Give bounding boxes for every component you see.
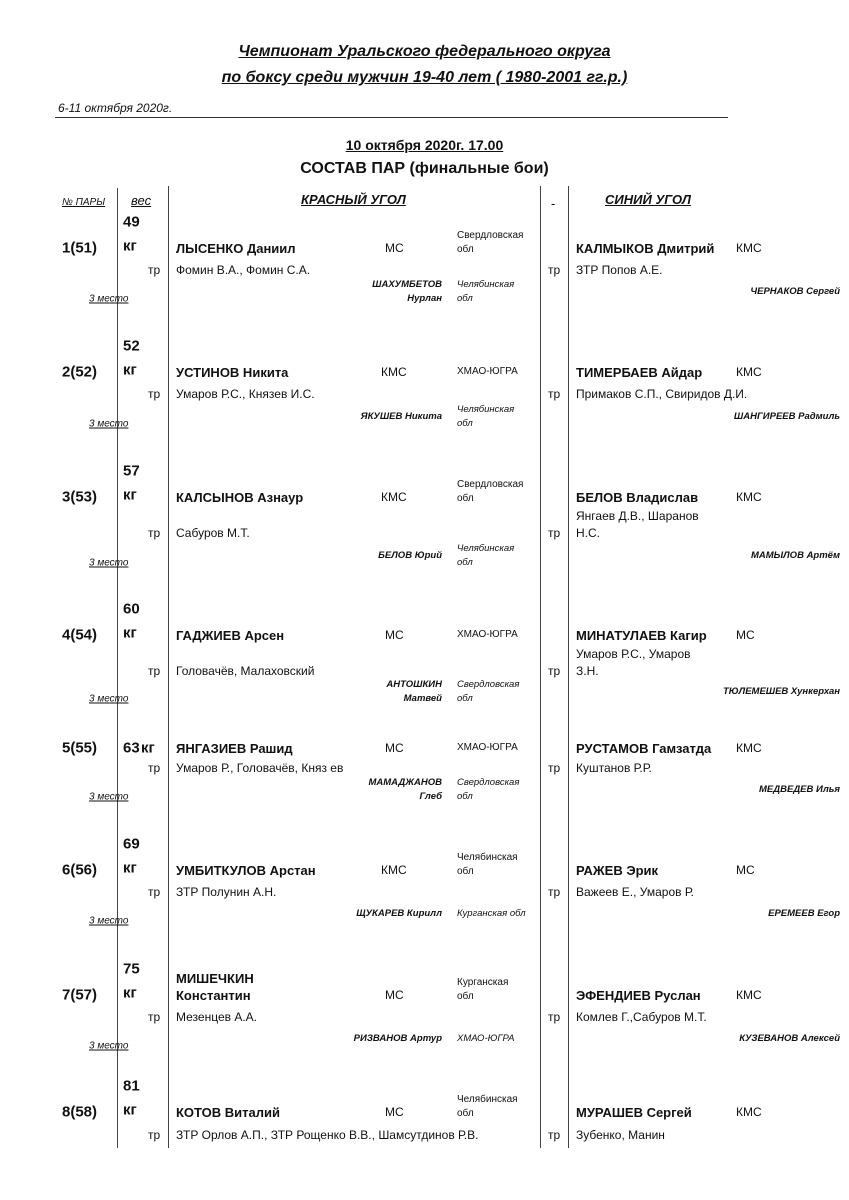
column-divider: [168, 186, 169, 1148]
red-boxer-rank: КМС: [381, 863, 407, 877]
weight-class: 52: [123, 337, 140, 355]
red-boxer-region: ХМАО-ЮГРА: [457, 366, 518, 377]
title-line-1: Чемпионат Уральского федерального округа: [238, 43, 611, 60]
coach-label-red: тр: [148, 761, 161, 775]
blue-coach: Умаров Р.С., Умаров З.Н.: [576, 647, 691, 678]
coach-label-red: тр: [148, 885, 161, 899]
pair-number: 8(58): [62, 1103, 98, 1121]
blue-boxer-name: КАЛМЫКОВ Дмитрий: [576, 241, 715, 256]
weight-unit: кг: [123, 486, 137, 504]
coach-label-blue: тр: [548, 263, 561, 277]
pair-number: 3(53): [62, 488, 98, 506]
header-dash: -: [551, 196, 556, 211]
coach-label-red: тр: [148, 263, 161, 277]
third-place-red-region: Челябинская обл: [457, 279, 515, 304]
red-boxer-region: Курганская обл: [457, 977, 509, 1002]
pair-number: 7(57): [62, 986, 98, 1004]
third-place-blue: МАМЫЛОВ Артём: [750, 550, 840, 561]
coach-label-red: тр: [148, 387, 161, 401]
header-blue-corner: СИНИЙ УГОЛ: [605, 192, 691, 207]
third-place-red-region: Свердловская обл: [457, 679, 520, 704]
blue-coach: Важеев Е., Умаров Р.: [576, 885, 694, 899]
blue-coach: ЗТР Попов А.Е.: [576, 263, 663, 277]
red-boxer-name: ГАДЖИЕВ Арсен: [176, 628, 285, 643]
third-place-blue: ЕРЕМЕЕВ Егор: [768, 908, 840, 919]
weight-unit: кг: [123, 984, 137, 1002]
red-boxer-rank: МС: [385, 988, 404, 1002]
weight-class: 75: [123, 960, 140, 978]
weight-class: 81: [123, 1077, 140, 1095]
blue-boxer-rank: КМС: [736, 988, 762, 1002]
pair-number: 2(52): [62, 363, 98, 381]
red-boxer-rank: КМС: [381, 490, 407, 504]
third-place-red: БЕЛОВ Юрий: [378, 550, 442, 561]
third-place-red-region: Челябинская обл: [457, 543, 515, 568]
blue-boxer-name: РУСТАМОВ Гамзатда: [576, 741, 712, 756]
coach-label-blue: тр: [548, 664, 561, 678]
red-boxer-region: Свердловская обл: [457, 230, 524, 255]
third-place-blue: МЕДВЕДЕВ Илья: [759, 784, 840, 795]
pair-number: 1(51): [62, 239, 98, 257]
red-boxer-name: КАЛСЫНОВ Азнаур: [176, 490, 304, 505]
third-place-red-region: ХМАО-ЮГРА: [457, 1033, 515, 1044]
blue-boxer-name: БЕЛОВ Владислав: [576, 490, 699, 505]
blue-boxer-name: ТИМЕРБАЕВ Айдар: [576, 365, 703, 380]
weight-class: 63: [123, 739, 140, 757]
red-boxer-name: УСТИНОВ Никита: [176, 365, 289, 380]
session-datetime: 10 октября 2020г. 17.00: [345, 137, 504, 153]
weight-unit: кг: [123, 361, 137, 379]
red-coach: Головачёв, Малаховский: [176, 664, 315, 678]
red-boxer-region: Свердловская обл: [457, 479, 524, 504]
blue-boxer-rank: КМС: [736, 365, 762, 379]
weight-class: 57: [123, 462, 140, 480]
blue-boxer-rank: КМС: [736, 241, 762, 255]
third-place-blue: ШАНГИРЕЕВ Радмиль: [733, 411, 840, 422]
column-divider: [568, 186, 569, 1148]
blue-coach: Куштанов Р.Р.: [576, 761, 652, 775]
weight-class: 69: [123, 835, 140, 853]
red-boxer-region: ХМАО-ЮГРА: [457, 742, 518, 753]
weight-unit: кг: [123, 624, 137, 642]
weight-unit: кг: [141, 739, 155, 757]
red-boxer-name: КОТОВ Виталий: [176, 1105, 280, 1120]
title-line-2: по боксу среди мужчин 19-40 лет ( 1980-2001 гг.р.): [221, 69, 628, 86]
coach-label-red: тр: [148, 1128, 161, 1142]
third-place-label: 3 место: [89, 791, 129, 803]
column-divider: [540, 186, 541, 1148]
header-weight: вес: [131, 193, 152, 208]
coach-label-blue: тр: [548, 387, 561, 401]
red-coach: ЗТР Полунин А.Н.: [176, 885, 277, 899]
red-boxer-rank: МС: [385, 241, 404, 255]
weight-unit: кг: [123, 859, 137, 877]
third-place-red: АНТОШКИН Матвей: [386, 679, 442, 704]
third-place-label: 3 место: [89, 915, 129, 927]
red-coach: Сабуров М.Т.: [176, 526, 250, 540]
red-coach: Умаров Р., Головачёв, Княз ев: [176, 761, 344, 775]
blue-boxer-name: МИНАТУЛАЕВ Кагир: [576, 628, 707, 643]
pair-number: 6(56): [62, 861, 98, 879]
header-pair: № ПАРЫ: [62, 197, 106, 208]
third-place-red: ШАХУМБЕТОВ Нурлан: [372, 279, 442, 304]
coach-label-red: тр: [148, 1010, 161, 1024]
pair-number: 4(54): [62, 626, 98, 644]
red-boxer-rank: МС: [385, 741, 404, 755]
red-boxer-rank: КМС: [381, 365, 407, 379]
red-boxer-rank: МС: [385, 1105, 404, 1119]
event-dates: 6-11 октября 2020г.: [58, 101, 173, 115]
red-coach: ЗТР Орлов А.П., ЗТР Рощенко В.В., Шамсутдинов Р.В.: [176, 1128, 479, 1142]
third-place-red-region: Свердловская обл: [457, 777, 520, 802]
red-boxer-name: ЛЫСЕНКО Даниил: [176, 241, 296, 256]
coach-label-blue: тр: [548, 1128, 561, 1142]
third-place-red: РИЗВАНОВ Артур: [353, 1033, 442, 1044]
third-place-red-region: Челябинская обл: [457, 404, 515, 429]
red-boxer-name: УМБИТКУЛОВ Арстан: [176, 863, 316, 878]
red-boxer-name: МИШЕЧКИН Константин: [176, 971, 254, 1003]
third-place-label: 3 место: [89, 693, 129, 705]
blue-coach: Зубенко, Манин: [576, 1128, 665, 1142]
blue-boxer-rank: МС: [736, 628, 755, 642]
blue-boxer-rank: КМС: [736, 741, 762, 755]
blue-coach: Примаков С.П., Свиридов Д.И.: [576, 387, 748, 401]
third-place-blue: КУЗЕВАНОВ Алексей: [739, 1033, 840, 1044]
third-place-red: МАМАДЖАНОВ Глеб: [368, 777, 442, 802]
divider: [55, 117, 728, 118]
third-place-red-region: Курганская обл: [457, 908, 526, 919]
third-place-label: 3 место: [89, 293, 129, 305]
third-place-label: 3 место: [89, 1040, 129, 1052]
blue-coach: Янгаев Д.В., Шаранов Н.С.: [576, 509, 699, 540]
coach-label-blue: тр: [548, 1010, 561, 1024]
coach-label-blue: тр: [548, 761, 561, 775]
third-place-label: 3 место: [89, 557, 129, 569]
blue-boxer-rank: МС: [736, 863, 755, 877]
weight-class: 60: [123, 600, 140, 618]
blue-boxer-name: МУРАШЕВ Сергей: [576, 1105, 692, 1120]
third-place-red: ЯКУШЕВ Никита: [360, 411, 442, 422]
coach-label-red: тр: [148, 664, 161, 678]
third-place-blue: ТЮЛЕМЕШЕВ Хункерхан: [722, 686, 840, 697]
pair-number: 5(55): [62, 739, 98, 757]
weight-unit: кг: [123, 1101, 137, 1119]
red-boxer-region: Челябинская обл: [457, 852, 518, 877]
page-heading: СОСТАВ ПАР (финальные бои): [300, 160, 549, 177]
coach-label-red: тр: [148, 526, 161, 540]
third-place-red: ЩУКАРЕВ Кирилл: [356, 908, 442, 919]
red-boxer-region: Челябинская обл: [457, 1094, 518, 1119]
coach-label-blue: тр: [548, 885, 561, 899]
blue-coach: Комлев Г.,Сабуров М.Т.: [576, 1010, 707, 1024]
blue-boxer-rank: КМС: [736, 1105, 762, 1119]
blue-boxer-name: ЭФЕНДИЕВ Руслан: [576, 988, 701, 1003]
red-coach: Мезенцев А.А.: [176, 1010, 258, 1024]
red-boxer-name: ЯНГАЗИЕВ Рашид: [176, 741, 293, 756]
header-red-corner: КРАСНЫЙ УГОЛ: [301, 192, 406, 207]
red-coach: Фомин В.А., Фомин С.А.: [176, 263, 311, 277]
third-place-label: 3 место: [89, 418, 129, 430]
red-boxer-rank: МС: [385, 628, 404, 642]
red-coach: Умаров Р.С., Князев И.С.: [176, 387, 315, 401]
column-divider: [117, 188, 118, 1148]
blue-boxer-name: РАЖЕВ Эрик: [576, 863, 659, 878]
weight-unit: кг: [123, 237, 137, 255]
coach-label-blue: тр: [548, 526, 561, 540]
red-boxer-region: ХМАО-ЮГРА: [457, 629, 518, 640]
weight-class: 49: [123, 213, 140, 231]
blue-boxer-rank: КМС: [736, 490, 762, 504]
third-place-blue: ЧЕРНАКОВ Сергей: [750, 286, 840, 297]
